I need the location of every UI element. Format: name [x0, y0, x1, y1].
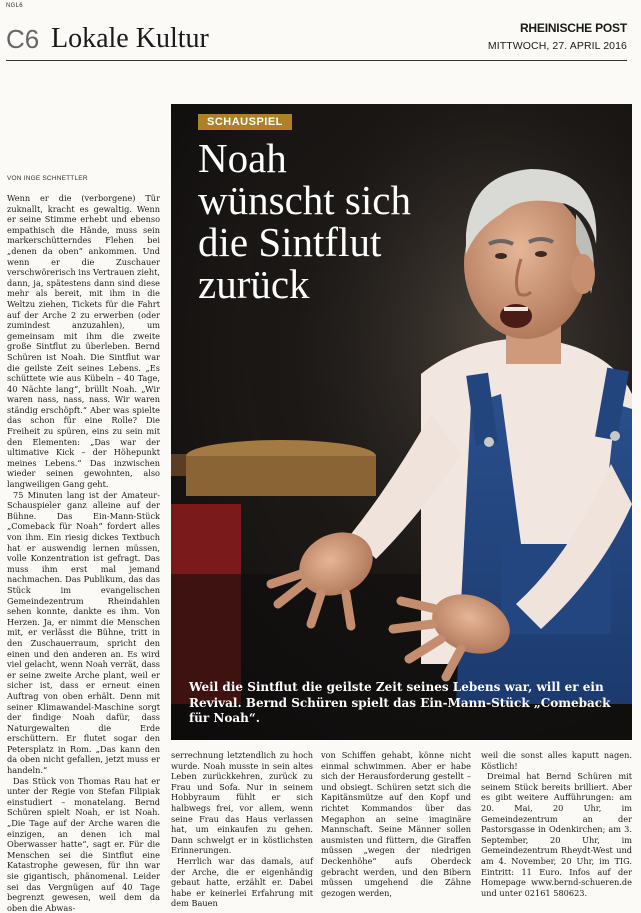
issue-date: MITTWOCH, 27. APRIL 2016	[487, 40, 627, 52]
body-paragraph: von Schiffen gehabt, könne nicht einmal schwimmen. Aber er habe sich der Herausforderung gestellt – und obsiegt. Schüren setzt sich die Kapitänsmütze auf den Kopf und richtet Kommandos über das Megaphon an seine imaginäre Mannschaft. Seine Männer sollen ausmisten und füttern, die Giraffen müssen „wegen der niedrigen Deckenhöhe“ aufs Oberdeck gebracht werden, und den Bibern müssen umgehend die Zähne gezogen werden,	[321, 750, 471, 898]
article-column-2	[171, 750, 313, 909]
article-column-4	[481, 750, 632, 898]
article-kicker: SCHAUSPIEL	[198, 114, 292, 130]
body-paragraph: 75 Minuten lang ist der Amateur-Schauspieler ganz alleine auf der Bühne. Das Ein-Mann-Stück „Comeback für Noah“ fordert alles von ihm. Ein riesig dickes Textbuch hat er auswendig lernen müssen, volle Konzentration ist gefragt. Das muss ihm erst mal jemand nachmachen. Das Publikum, das das Stück im evangelischen Gemeindezentrum Rheindahlen sehen konnte, dankte es ihm. Von Herzen. Ja, er nimmt die Menschen mit, er verlässt die Bühne, tritt in den Zuschauerraum, spricht den einen und den anderen an. Es wird viel gelacht, wenn Noah verrät, dass er seine zweite Arche plant, weil er sicher ist, dass er erneut einen Auftrag von oben erhält. Denn mit seiner Klimawandel-Maschine sorgt der findige Noah dafür, dass Naturgewalten die Erde erschüttern. Er flutet sogar den Petersplatz in Rom. „Das kann den da oben nicht gefallen, jetzt muss er handeln.“	[7, 489, 160, 776]
article-headline: Noah wünscht sich die Sintflut zurück	[198, 135, 411, 307]
body-paragraph: Das Stück von Thomas Rau hat er unter der Regie von Stefan Filipiak einstudiert – monatelang. Bernd Schüren spielt Noah, er ist Noah. „Die Tage auf der Arche waren die einzigen, an denen ich mal Oberwasser hatte“, sagt er. Für die Menschen sei die Sintflut eine Katastrophe gewesen, für ihn war sie gigantisch, phänomenal. Leider sei das Vergnügen auf 40 Tage begrenzt gewesen, weil dem da oben die Abwas-	[7, 775, 160, 913]
body-paragraph: serrechnung letztendlich zu hoch wurde. Noah musste in sein altes Leben zurückkehren, zurück zu Frau und Sofa. Nur in seinem Hobbyraum fühlt er sich halbwegs frei, vor allem, wenn seine Frau das Haus verlassen hat, um einkaufen zu gehen. Dann schwelgt er in köstlichsten Erinnerungen.	[171, 750, 313, 856]
masthead-rule	[6, 60, 627, 61]
body-paragraph: weil die sonst alles kaputt nagen. Köstlich!	[481, 750, 632, 771]
body-paragraph: Dreimal hat Bernd Schüren mit seinem Stück bereits brilliert. Aber es gibt weitere Aufführungen: am 20. Mai, 20 Uhr, im Gemeindezentrum an der Pastorsgasse in Odenkirchen; am 3. September, 20 Uhr, im Gemeindezentrum Rheydt-West und am 4. November, 20 Uhr, im TIG. Eintritt: 11 Euro. Infos auf der Homepage www.bernd-schueren.de und unter 02161 580623.	[481, 771, 632, 898]
body-paragraph: Wenn er die (verborgene) Tür zuknallt, kracht es gewaltig. Wenn er seine Stimme erhebt und ebenso empathisch die Hände, muss sein markerschütterndes Flehen bei „denen da oben“ ankommen. Und wenn er die Zuschauer verschwörerisch ins Vertrauen zieht, dann, ja, spätestens dann sind diese mehr als bereit, mit ihm in die Weltzu ziehen, Tickets für die Fahrt auf der Arche 2 zu erwerben (oder zumindest anzuzahlen), um gemeinsam mit ihm die zweite große Sintflut zu überleben. Bernd Schüren ist Noah. Die Sintflut war die geilste Zeit seines Lebens. „Es schüttete wie aus Kübeln – 40 Tage, 40 Nächte lang“, brüllt Noah. „Wir waren nass, nass, nass. Wir waren ständig erschöpft.“ Aber was spielte das schon für eine Rolle? Die Freiheit zu spüren, eins zu sein mit den Elementen: „Das war der ultimative Kick – der Höhepunkt meines Lebens.“ Das inzwischen wieder seinen gewohnten, also langweiligen Gang geht.	[7, 193, 160, 490]
section-title: Lokale Kultur	[51, 23, 209, 54]
page-number: C6	[6, 24, 40, 54]
edition-code: NGL6	[6, 3, 23, 9]
article-column-1	[7, 193, 160, 913]
article-column-3	[321, 750, 471, 898]
newspaper-name: RHEINISCHE POST	[519, 21, 627, 35]
article-photo	[171, 104, 632, 740]
body-paragraph: Herrlich war das damals, auf der Arche, die er eigenhändig gebaut hatte, erzählt er. Dabei habe er keinerlei Erfahrung mit dem Bauen	[171, 855, 313, 909]
byline: VON INGE SCHNETTLER	[7, 175, 88, 182]
photo-caption: Weil die Sintflut die geilste Zeit seines Lebens war, will er ein Revival. Bernd Schüren spielt das Ein-Mann-Stück „Comeback für Noah“.	[189, 680, 611, 725]
